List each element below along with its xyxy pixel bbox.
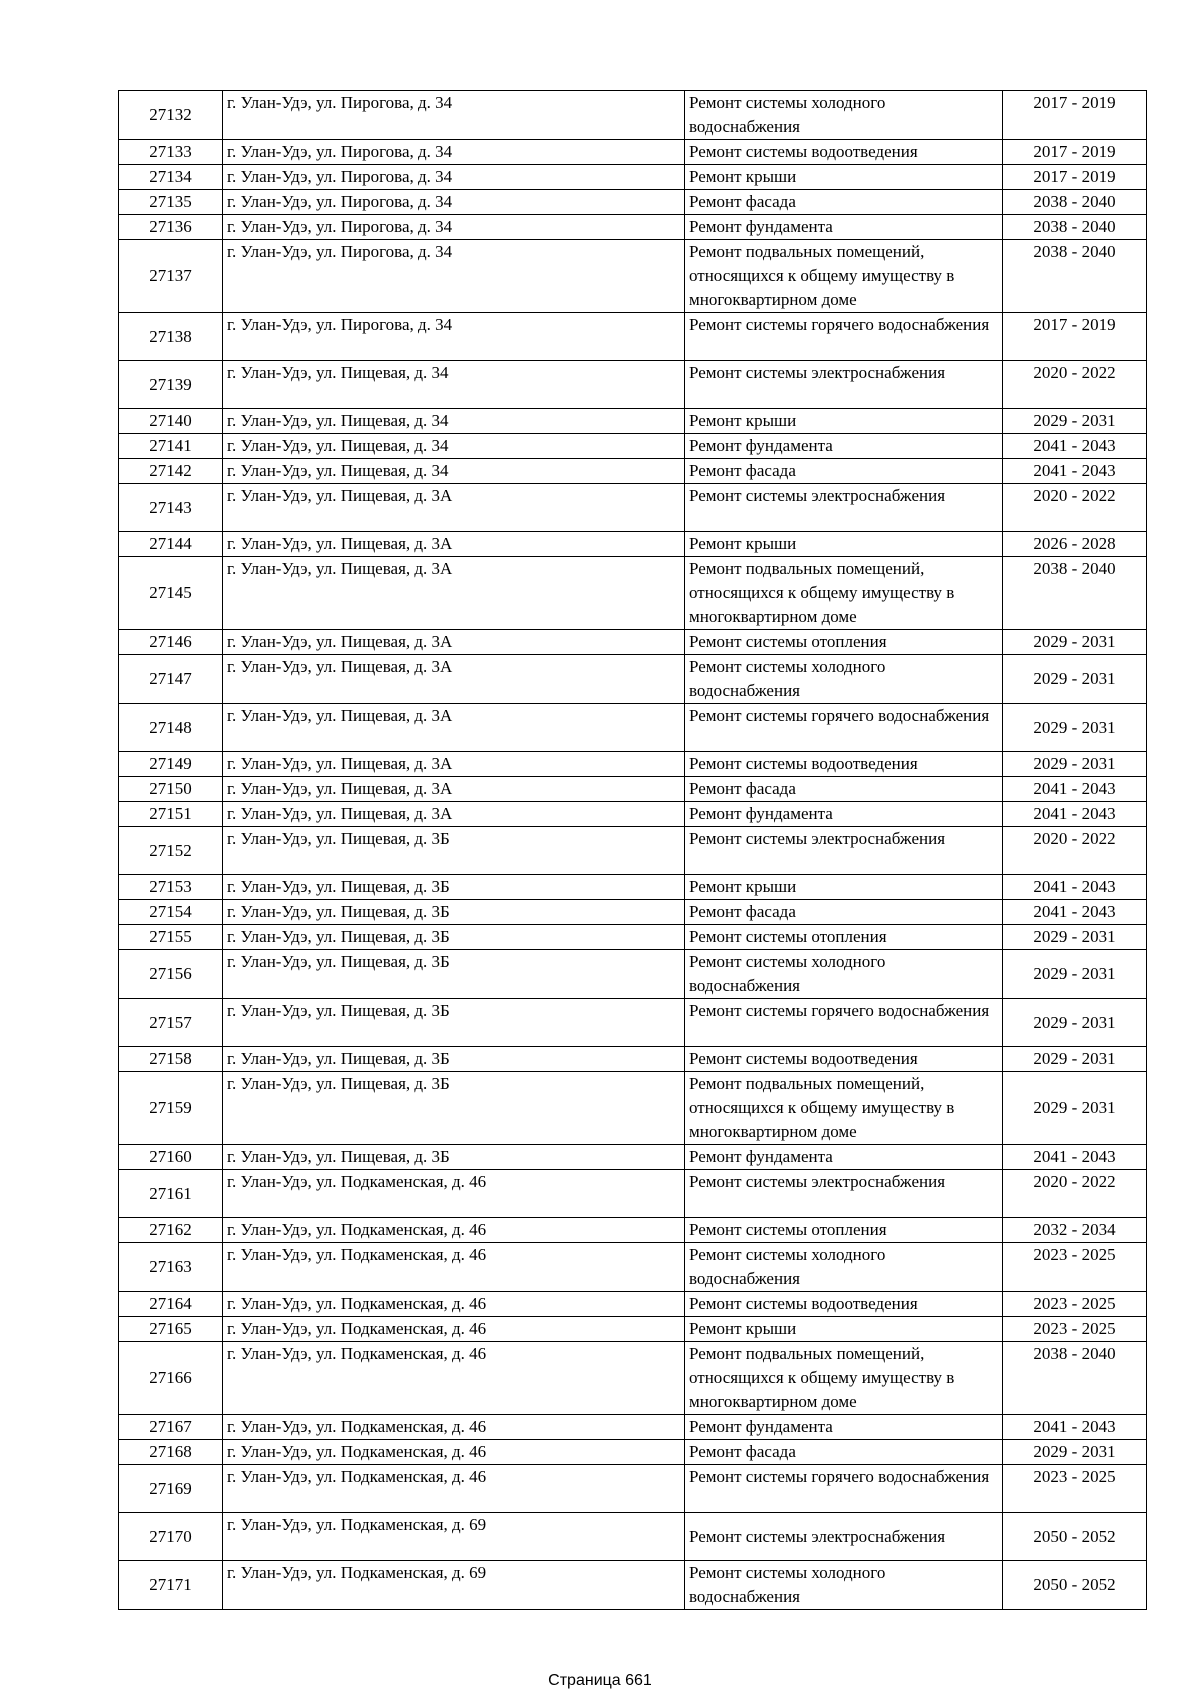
- row-work-type: Ремонт системы электроснабжения: [685, 1513, 1003, 1561]
- row-period: 2041 - 2043: [1003, 1145, 1147, 1170]
- row-period: 2020 - 2022: [1003, 1170, 1147, 1218]
- row-period: 2017 - 2019: [1003, 165, 1147, 190]
- row-number: 27163: [119, 1243, 223, 1292]
- row-number: 27143: [119, 484, 223, 532]
- row-work-type: Ремонт системы водоотведения: [685, 1047, 1003, 1072]
- row-number: 27138: [119, 313, 223, 361]
- row-number: 27169: [119, 1465, 223, 1513]
- row-number: 27149: [119, 752, 223, 777]
- row-period: 2038 - 2040: [1003, 1342, 1147, 1415]
- row-work-type: Ремонт фасада: [685, 1440, 1003, 1465]
- row-period: 2029 - 2031: [1003, 1440, 1147, 1465]
- row-work-type: Ремонт системы холодного водоснабжения: [685, 1243, 1003, 1292]
- page-number: Страница 661: [548, 1672, 652, 1689]
- row-work-type: Ремонт фундамента: [685, 1415, 1003, 1440]
- row-number: 27165: [119, 1317, 223, 1342]
- row-work-type: Ремонт системы холодного водоснабжения: [685, 950, 1003, 999]
- row-work-type: Ремонт крыши: [685, 165, 1003, 190]
- row-work-type: Ремонт системы электроснабжения: [685, 827, 1003, 875]
- row-number: 27142: [119, 459, 223, 484]
- row-number: 27144: [119, 532, 223, 557]
- row-period: 2023 - 2025: [1003, 1292, 1147, 1317]
- row-work-type: Ремонт системы холодного водоснабжения: [685, 1561, 1003, 1610]
- row-period: 2041 - 2043: [1003, 802, 1147, 827]
- row-number: 27159: [119, 1072, 223, 1145]
- row-period: 2020 - 2022: [1003, 484, 1147, 532]
- row-address: г. Улан-Удэ, ул. Подкаменская, д. 46: [223, 1292, 685, 1317]
- row-address: г. Улан-Удэ, ул. Пирогова, д. 34: [223, 91, 685, 140]
- row-address: г. Улан-Удэ, ул. Пищевая, д. 34: [223, 361, 685, 409]
- row-number: 27168: [119, 1440, 223, 1465]
- row-address: г. Улан-Удэ, ул. Подкаменская, д. 46: [223, 1170, 685, 1218]
- row-address: г. Улан-Удэ, ул. Пищевая, д. 3А: [223, 557, 685, 630]
- row-work-type: Ремонт фундамента: [685, 802, 1003, 827]
- row-number: 27151: [119, 802, 223, 827]
- row-address: г. Улан-Удэ, ул. Пищевая, д. 3Б: [223, 999, 685, 1047]
- row-address: г. Улан-Удэ, ул. Подкаменская, д. 46: [223, 1342, 685, 1415]
- row-work-type: Ремонт подвальных помещений, относящихся к общему имуществу в многоквартирном доме: [685, 557, 1003, 630]
- row-period: 2029 - 2031: [1003, 409, 1147, 434]
- row-number: 27161: [119, 1170, 223, 1218]
- row-address: г. Улан-Удэ, ул. Пищевая, д. 3А: [223, 484, 685, 532]
- row-address: г. Улан-Удэ, ул. Пирогова, д. 34: [223, 140, 685, 165]
- row-number: 27139: [119, 361, 223, 409]
- row-number: 27137: [119, 240, 223, 313]
- table-row: [119, 900, 1147, 925]
- row-address: г. Улан-Удэ, ул. Пищевая, д. 34: [223, 459, 685, 484]
- row-work-type: Ремонт системы горячего водоснабжения: [685, 313, 1003, 361]
- row-work-type: Ремонт системы электроснабжения: [685, 361, 1003, 409]
- table-row: [119, 165, 1147, 190]
- row-number: 27135: [119, 190, 223, 215]
- row-address: г. Улан-Удэ, ул. Пищевая, д. 3А: [223, 655, 685, 704]
- row-work-type: Ремонт системы электроснабжения: [685, 1170, 1003, 1218]
- row-number: 27132: [119, 91, 223, 140]
- row-work-type: Ремонт системы отопления: [685, 630, 1003, 655]
- row-number: 27167: [119, 1415, 223, 1440]
- row-work-type: Ремонт фундамента: [685, 215, 1003, 240]
- row-period: 2038 - 2040: [1003, 557, 1147, 630]
- table-row: [119, 215, 1147, 240]
- row-address: г. Улан-Удэ, ул. Пищевая, д. 34: [223, 409, 685, 434]
- row-period: 2029 - 2031: [1003, 999, 1147, 1047]
- row-address: г. Улан-Удэ, ул. Пищевая, д. 34: [223, 434, 685, 459]
- row-address: г. Улан-Удэ, ул. Подкаменская, д. 46: [223, 1317, 685, 1342]
- row-work-type: Ремонт системы водоотведения: [685, 1292, 1003, 1317]
- row-number: 27162: [119, 1218, 223, 1243]
- row-address: г. Улан-Удэ, ул. Пищевая, д. 3А: [223, 704, 685, 752]
- table-row: [119, 1145, 1147, 1170]
- row-address: г. Улан-Удэ, ул. Пищевая, д. 3Б: [223, 950, 685, 999]
- table-row: [119, 1513, 1147, 1561]
- row-period: 2020 - 2022: [1003, 361, 1147, 409]
- row-number: 27145: [119, 557, 223, 630]
- table-row: [119, 925, 1147, 950]
- row-work-type: Ремонт системы водоотведения: [685, 140, 1003, 165]
- table-row: [119, 999, 1147, 1047]
- row-address: г. Улан-Удэ, ул. Пищевая, д. 3Б: [223, 1145, 685, 1170]
- row-number: 27136: [119, 215, 223, 240]
- table-row: [119, 704, 1147, 752]
- row-work-type: Ремонт крыши: [685, 409, 1003, 434]
- row-address: г. Улан-Удэ, ул. Пищевая, д. 3А: [223, 752, 685, 777]
- table-row: [119, 1342, 1147, 1415]
- row-number: 27171: [119, 1561, 223, 1610]
- row-work-type: Ремонт фасада: [685, 459, 1003, 484]
- row-number: 27156: [119, 950, 223, 999]
- row-work-type: Ремонт крыши: [685, 875, 1003, 900]
- row-address: г. Улан-Удэ, ул. Пищевая, д. 3Б: [223, 1072, 685, 1145]
- row-period: 2026 - 2028: [1003, 532, 1147, 557]
- row-address: г. Улан-Удэ, ул. Подкаменская, д. 69: [223, 1561, 685, 1610]
- table-row: [119, 655, 1147, 704]
- row-address: г. Улан-Удэ, ул. Пищевая, д. 3А: [223, 802, 685, 827]
- row-work-type: Ремонт системы водоотведения: [685, 752, 1003, 777]
- row-work-type: Ремонт фундамента: [685, 1145, 1003, 1170]
- row-period: 2029 - 2031: [1003, 655, 1147, 704]
- row-number: 27170: [119, 1513, 223, 1561]
- row-period: 2029 - 2031: [1003, 704, 1147, 752]
- row-work-type: Ремонт подвальных помещений, относящихся к общему имуществу в многоквартирном доме: [685, 1072, 1003, 1145]
- row-period: 2050 - 2052: [1003, 1561, 1147, 1610]
- table-row: [119, 459, 1147, 484]
- row-number: 27146: [119, 630, 223, 655]
- row-work-type: Ремонт системы отопления: [685, 925, 1003, 950]
- row-period: 2041 - 2043: [1003, 434, 1147, 459]
- table-row: [119, 827, 1147, 875]
- row-address: г. Улан-Удэ, ул. Подкаменская, д. 46: [223, 1243, 685, 1292]
- row-period: 2029 - 2031: [1003, 925, 1147, 950]
- row-work-type: Ремонт системы электроснабжения: [685, 484, 1003, 532]
- row-work-type: Ремонт системы горячего водоснабжения: [685, 1465, 1003, 1513]
- table-row: [119, 1170, 1147, 1218]
- row-period: 2032 - 2034: [1003, 1218, 1147, 1243]
- table-row: [119, 1292, 1147, 1317]
- row-period: 2029 - 2031: [1003, 950, 1147, 999]
- table-row: [119, 1218, 1147, 1243]
- row-work-type: Ремонт фасада: [685, 900, 1003, 925]
- table-row: [119, 802, 1147, 827]
- works-table: [118, 90, 1147, 1610]
- row-address: г. Улан-Удэ, ул. Пищевая, д. 3А: [223, 777, 685, 802]
- row-number: 27147: [119, 655, 223, 704]
- table-row: [119, 1317, 1147, 1342]
- table-row: [119, 752, 1147, 777]
- row-period: 2041 - 2043: [1003, 1415, 1147, 1440]
- table-row: [119, 484, 1147, 532]
- row-address: г. Улан-Удэ, ул. Подкаменская, д. 46: [223, 1440, 685, 1465]
- table-row: [119, 557, 1147, 630]
- table-row: [119, 361, 1147, 409]
- row-address: г. Улан-Удэ, ул. Пирогова, д. 34: [223, 165, 685, 190]
- row-address: г. Улан-Удэ, ул. Пищевая, д. 3Б: [223, 827, 685, 875]
- table-row: [119, 1415, 1147, 1440]
- row-number: 27152: [119, 827, 223, 875]
- row-address: г. Улан-Удэ, ул. Пирогова, д. 34: [223, 215, 685, 240]
- row-address: г. Улан-Удэ, ул. Пищевая, д. 3Б: [223, 900, 685, 925]
- table-row: [119, 1440, 1147, 1465]
- row-period: 2029 - 2031: [1003, 1072, 1147, 1145]
- row-period: 2038 - 2040: [1003, 190, 1147, 215]
- row-number: 27154: [119, 900, 223, 925]
- row-period: 2020 - 2022: [1003, 827, 1147, 875]
- table-row: [119, 313, 1147, 361]
- row-number: 27166: [119, 1342, 223, 1415]
- table-row: [119, 140, 1147, 165]
- row-period: 2050 - 2052: [1003, 1513, 1147, 1561]
- row-address: г. Улан-Удэ, ул. Пищевая, д. 3Б: [223, 1047, 685, 1072]
- works-table-body: [119, 91, 1147, 1610]
- table-row: [119, 91, 1147, 140]
- table-row: [119, 434, 1147, 459]
- row-period: 2038 - 2040: [1003, 240, 1147, 313]
- row-address: г. Улан-Удэ, ул. Пищевая, д. 3Б: [223, 875, 685, 900]
- row-period: 2023 - 2025: [1003, 1465, 1147, 1513]
- row-number: 27141: [119, 434, 223, 459]
- row-period: 2029 - 2031: [1003, 630, 1147, 655]
- row-work-type: Ремонт подвальных помещений, относящихся к общему имуществу в многоквартирном доме: [685, 1342, 1003, 1415]
- row-work-type: Ремонт фасада: [685, 777, 1003, 802]
- row-number: 27157: [119, 999, 223, 1047]
- row-address: г. Улан-Удэ, ул. Пищевая, д. 3А: [223, 532, 685, 557]
- row-period: 2029 - 2031: [1003, 752, 1147, 777]
- row-address: г. Улан-Удэ, ул. Подкаменская, д. 46: [223, 1415, 685, 1440]
- row-work-type: Ремонт системы отопления: [685, 1218, 1003, 1243]
- table-row: [119, 630, 1147, 655]
- row-period: 2017 - 2019: [1003, 91, 1147, 140]
- row-number: 27150: [119, 777, 223, 802]
- row-period: 2041 - 2043: [1003, 875, 1147, 900]
- row-work-type: Ремонт крыши: [685, 532, 1003, 557]
- row-number: 27164: [119, 1292, 223, 1317]
- table-row: [119, 190, 1147, 215]
- row-address: г. Улан-Удэ, ул. Пищевая, д. 3Б: [223, 925, 685, 950]
- row-period: 2017 - 2019: [1003, 140, 1147, 165]
- row-period: 2041 - 2043: [1003, 459, 1147, 484]
- row-work-type: Ремонт крыши: [685, 1317, 1003, 1342]
- table-row: [119, 240, 1147, 313]
- row-number: 27134: [119, 165, 223, 190]
- row-work-type: Ремонт фасада: [685, 190, 1003, 215]
- row-address: г. Улан-Удэ, ул. Подкаменская, д. 46: [223, 1465, 685, 1513]
- row-work-type: Ремонт подвальных помещений, относящихся к общему имуществу в многоквартирном доме: [685, 240, 1003, 313]
- row-period: 2038 - 2040: [1003, 215, 1147, 240]
- row-number: 27155: [119, 925, 223, 950]
- table-row: [119, 1072, 1147, 1145]
- table-row: [119, 875, 1147, 900]
- row-address: г. Улан-Удэ, ул. Подкаменская, д. 46: [223, 1218, 685, 1243]
- row-period: 2023 - 2025: [1003, 1317, 1147, 1342]
- row-address: г. Улан-Удэ, ул. Пирогова, д. 34: [223, 240, 685, 313]
- row-number: 27160: [119, 1145, 223, 1170]
- table-row: [119, 532, 1147, 557]
- row-work-type: Ремонт фундамента: [685, 434, 1003, 459]
- row-work-type: Ремонт системы горячего водоснабжения: [685, 704, 1003, 752]
- table-row: [119, 777, 1147, 802]
- table-row: [119, 1047, 1147, 1072]
- table-row: [119, 409, 1147, 434]
- row-period: 2029 - 2031: [1003, 1047, 1147, 1072]
- row-address: г. Улан-Удэ, ул. Пирогова, д. 34: [223, 190, 685, 215]
- row-work-type: Ремонт системы холодного водоснабжения: [685, 91, 1003, 140]
- row-period: 2041 - 2043: [1003, 900, 1147, 925]
- table-row: [119, 1561, 1147, 1610]
- row-period: 2041 - 2043: [1003, 777, 1147, 802]
- row-number: 27133: [119, 140, 223, 165]
- table-row: [119, 1243, 1147, 1292]
- row-number: 27158: [119, 1047, 223, 1072]
- row-address: г. Улан-Удэ, ул. Подкаменская, д. 69: [223, 1513, 685, 1561]
- table-row: [119, 950, 1147, 999]
- row-work-type: Ремонт системы холодного водоснабжения: [685, 655, 1003, 704]
- row-period: 2023 - 2025: [1003, 1243, 1147, 1292]
- row-number: 27148: [119, 704, 223, 752]
- row-number: 27140: [119, 409, 223, 434]
- row-period: 2017 - 2019: [1003, 313, 1147, 361]
- row-address: г. Улан-Удэ, ул. Пищевая, д. 3А: [223, 630, 685, 655]
- row-work-type: Ремонт системы горячего водоснабжения: [685, 999, 1003, 1047]
- table-row: [119, 1465, 1147, 1513]
- row-address: г. Улан-Удэ, ул. Пирогова, д. 34: [223, 313, 685, 361]
- row-number: 27153: [119, 875, 223, 900]
